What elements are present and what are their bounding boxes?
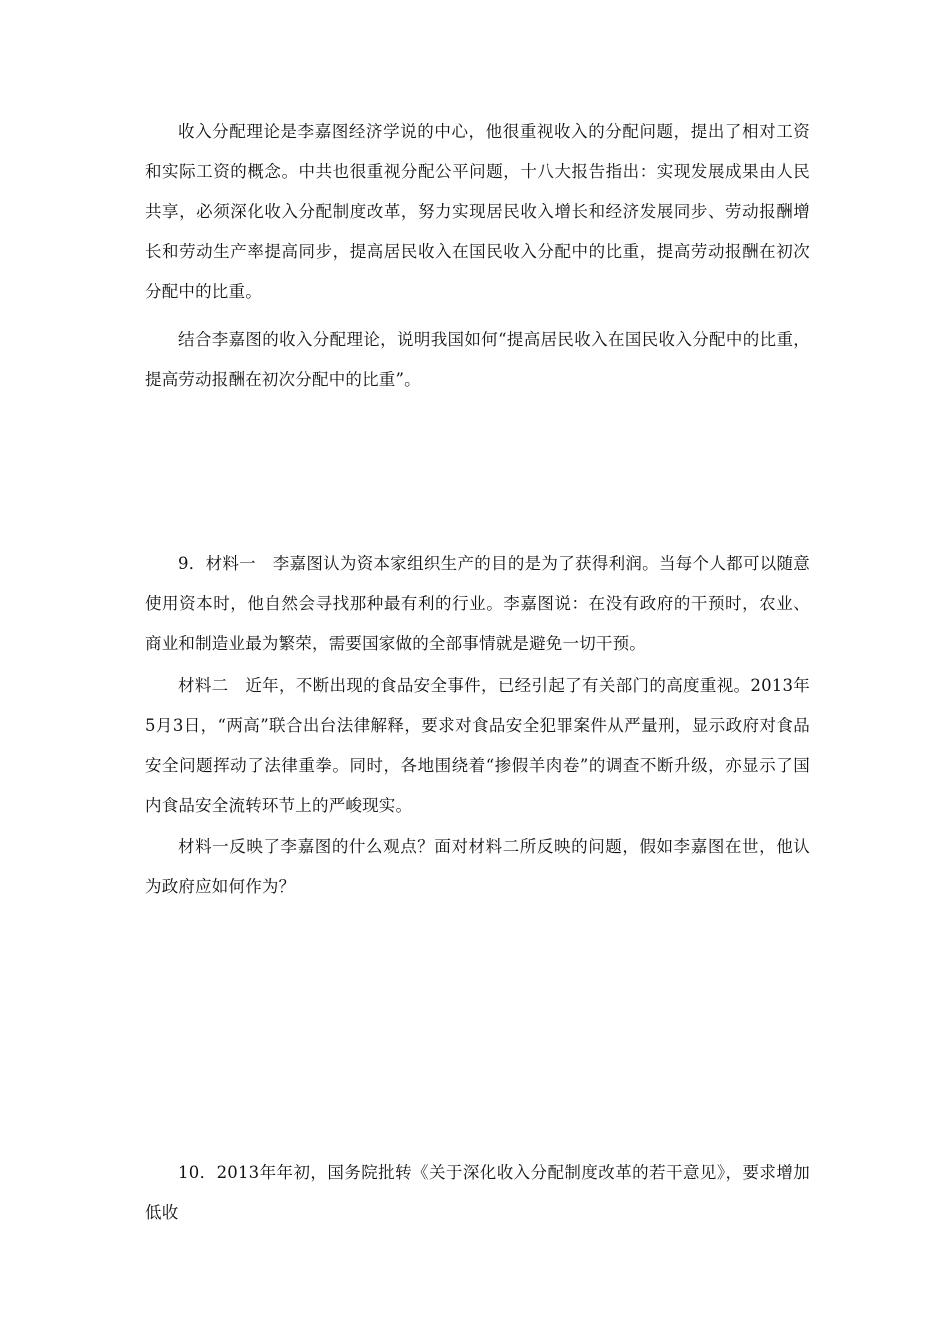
paragraph-q9-material-two: 材料二 近年，不断出现的食品安全事件，已经引起了有关部门的高度重视。2013年5月3日，“两高”联合出台法律解释，要求对食品安全犯罪案件从严量刑，显示政府对食品安全问题挥动了法律重拳。同时，各地围绕着“掺假羊肉卷”的调查不断升级，亦显示了国内食品安全流转环节上的严峻现实。: [145, 676, 810, 815]
paragraph-q10-start: 10．2013年年初，国务院批转《关于深化收入分配制度改革的若干意见》，要求增加低收: [145, 1163, 810, 1222]
paragraph-question-ricardo-income: 结合李嘉图的收入分配理论，说明我国如何“提高居民收入在国民收入分配中的比重，提高劳动报酬在初次分配中的比重”。: [145, 330, 810, 389]
paragraph-income-distribution-intro: 收入分配理论是李嘉图经济学说的中心，他很重视收入的分配问题，提出了相对工资和实际工资的概念。中共也很重视分配公平问题，十八大报告指出：实现发展成果由人民共享，必须深化收入分配制度改革，努力实现居民收入增长和经济发展同步、劳动报酬增长和劳动生产率提高同步，提高居民收入在国民收入分配中的比重，提高劳动报酬在初次分配中的比重。: [145, 122, 810, 301]
paragraph-q9-question: 材料一反映了李嘉图的什么观点？面对材料二所反映的问题，假如李嘉图在世，他认为政府应如何作为？: [145, 837, 810, 896]
paragraph-q9-material-one: 9．材料一 李嘉图认为资本家组织生产的目的是为了获得利润。当每个人都可以随意使用资本时，他自然会寻找那种最有利的行业。李嘉图说：在没有政府的干预时，农业、商业和制造业最为繁荣，需要国家做的全部事情就是避免一切干预。: [145, 554, 810, 653]
